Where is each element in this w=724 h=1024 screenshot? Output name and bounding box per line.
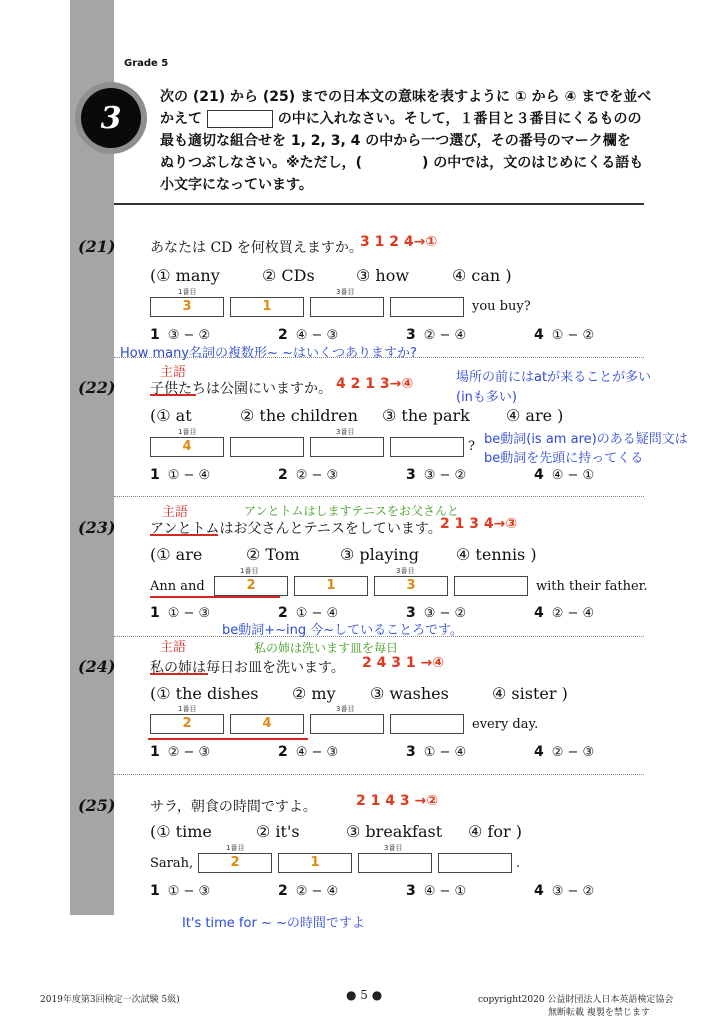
choice-4: 4 ① − ② [534, 327, 595, 343]
answer-box-3: 3 [374, 576, 448, 596]
note-how-many: How many名詞の複数形~ ~はいくつありますか? [120, 346, 417, 361]
choice-4: 4 ③ − ② [534, 883, 595, 899]
box-label-first: 1番目 [178, 705, 197, 713]
subject-label: 主語 [160, 365, 187, 380]
box-label-first: 1番目 [240, 567, 259, 575]
note-word-order: アンとトムはしますテニスをお父さんと [244, 504, 460, 518]
box-label-third: 3番目 [384, 844, 403, 852]
option-3: ③ playing [340, 545, 420, 564]
note-progressive: be動詞+~ing 今~していることろです。 [222, 623, 463, 638]
answer-box-2 [230, 437, 304, 457]
choice-1: 1 ① − ③ [150, 883, 211, 899]
question-japanese: サラ，朝食の時間ですよ。 [150, 799, 317, 815]
answer-box-4 [438, 853, 512, 873]
instruction-line-3: 最も適切な組合せを 1, 2, 3, 4 の中から一つ選び，その番号のマーク欄を [160, 133, 631, 149]
option-3: ③ the park [382, 406, 470, 425]
question-divider [114, 496, 644, 497]
note-at-place-2: (inも多い) [456, 390, 517, 405]
answer-box-4 [390, 714, 464, 734]
option-2: ② my [292, 684, 336, 703]
choice-3: 3 ② − ④ [406, 327, 467, 343]
question-divider [114, 357, 644, 358]
question-number: (22) [78, 378, 116, 397]
option-4: ④ can ) [452, 266, 512, 285]
choice-3: 3 ③ − ② [406, 605, 467, 621]
blank-box-sample [207, 110, 273, 128]
choice-1: 1 ① − ④ [150, 467, 211, 483]
choice-1: 1 ① − ③ [150, 605, 211, 621]
question-japanese: 子供たちは公園にいますか。 [150, 381, 332, 397]
answer-annotation: 2 1 3 4→③ [440, 516, 518, 532]
choice-3: 3 ① − ④ [406, 744, 467, 760]
footer-copyright: copyright2020 公益財団法人日本英語検定協会 [478, 995, 674, 1005]
sentence-prefix: Ann and [150, 579, 205, 594]
question-number: (24) [78, 657, 116, 676]
sentence-suffix: you buy? [472, 299, 531, 314]
box-label-first: 1番目 [178, 428, 197, 436]
box-label-third: 3番目 [336, 705, 355, 713]
answer-box-3 [310, 297, 384, 317]
answer-box-1: 2 [198, 853, 272, 873]
question-number: (21) [78, 237, 116, 256]
box-label-third: 3番目 [396, 567, 415, 575]
answer-box-4 [390, 437, 464, 457]
answer-annotation: 2 1 4 3 →② [356, 793, 439, 809]
box-label-third: 3番目 [336, 428, 355, 436]
choice-2: 2 ④ − ③ [278, 744, 339, 760]
note-at-place-1: 場所の前にはatが来ることが多い [456, 370, 652, 385]
section-number: 3 [81, 88, 141, 148]
grade-label: Grade 5 [124, 58, 169, 69]
choice-3: 3 ③ − ② [406, 467, 467, 483]
option-1: (① at [150, 406, 192, 425]
choice-3: 3 ④ − ① [406, 883, 467, 899]
choice-2: 2 ② − ③ [278, 467, 339, 483]
question-number: (25) [78, 796, 116, 815]
option-4: ④ are ) [506, 406, 564, 425]
answer-annotation: 3 1 2 4→① [360, 234, 438, 250]
option-2: ② Tom [246, 545, 300, 564]
answer-box-2: 1 [230, 297, 304, 317]
note-be-verb-2: be動詞を先頭に持ってくる [484, 451, 644, 466]
prefix-underline [150, 596, 280, 598]
answer-box-3 [310, 714, 384, 734]
choice-2: 2 ④ − ③ [278, 327, 339, 343]
answer-box-2: 4 [230, 714, 304, 734]
option-3: ③ washes [370, 684, 449, 703]
question-divider [114, 774, 644, 775]
answer-box-1: 4 [150, 437, 224, 457]
option-4: ④ sister ) [492, 684, 568, 703]
section-badge [75, 82, 147, 154]
choice-4: 4 ② − ④ [534, 605, 595, 621]
option-4: ④ tennis ) [456, 545, 537, 564]
sentence-suffix: ? [468, 439, 475, 454]
option-4: ④ for ) [468, 822, 522, 841]
option-3: ③ breakfast [346, 822, 443, 841]
section-divider [114, 203, 644, 205]
answer-box-4 [390, 297, 464, 317]
question-japanese: あなたは CD を何枚買えますか。 [150, 240, 363, 256]
box-label-third: 3番目 [336, 288, 355, 296]
sentence-suffix: every day. [472, 717, 539, 732]
note-word-order: 私の姉は洗います皿を毎日 [254, 641, 399, 655]
question-japanese: アンとトムはお父さんとテニスをしています。 [150, 521, 442, 537]
note-be-verb-1: be動詞(is am are)のある疑問文は [484, 432, 688, 447]
option-1: (① the dishes [150, 684, 259, 703]
page-number: ● 5 ● [346, 988, 383, 1002]
footer-notice: 無断転載 複製を禁じます [548, 1008, 650, 1018]
choice-1: 1 ② − ③ [150, 744, 211, 760]
option-1: (① many [150, 266, 220, 285]
answer-box-1: 2 [150, 714, 224, 734]
box-label-first: 1番目 [226, 844, 245, 852]
instruction-line-2: かえて の中に入れなさい。そして，１番目と３番目にくるものの [160, 111, 642, 127]
option-1: (① time [150, 822, 212, 841]
answer-box-3 [358, 853, 432, 873]
box-label-first: 1番目 [178, 288, 197, 296]
answer-annotation: 2 4 3 1 →④ [362, 655, 445, 671]
choice-2: 2 ② − ④ [278, 883, 339, 899]
choice-4: 4 ② − ③ [534, 744, 595, 760]
option-2: ② the children [240, 406, 358, 425]
answer-box-3 [310, 437, 384, 457]
choice-2: 2 ① − ④ [278, 605, 339, 621]
option-2: ② it's [256, 822, 300, 841]
note-its-time: It's time for ~ ~の時間ですよ [182, 916, 365, 931]
answer-annotation: 4 2 1 3→④ [336, 376, 414, 392]
subject-label: 主語 [162, 505, 189, 520]
instruction-line-4: ぬりつぶしなさい。※ただし，( ) の中では，文のはじめにくる語も [160, 155, 644, 171]
instruction-line-5: 小文字になっています。 [160, 177, 313, 193]
option-3: ③ how [356, 266, 410, 285]
question-number: (23) [78, 518, 116, 537]
answer-box-1: 3 [150, 297, 224, 317]
boxes-underline [148, 738, 308, 740]
sentence-suffix: . [516, 856, 521, 871]
question-japanese: 私の姉は毎日お皿を洗います。 [150, 660, 345, 676]
subject-label: 主語 [160, 640, 187, 655]
choice-1: 1 ③ − ② [150, 327, 211, 343]
sentence-prefix: Sarah, [150, 856, 194, 871]
footer-exam-info: 2019年度第3回検定一次試験 5級) [40, 995, 180, 1005]
choice-4: 4 ④ − ① [534, 467, 595, 483]
answer-box-2: 1 [294, 576, 368, 596]
answer-box-2: 1 [278, 853, 352, 873]
option-1: (① are [150, 545, 203, 564]
answer-box-4 [454, 576, 528, 596]
instruction-line-1: 次の (21) から (25) までの日本文の意味を表すように ① から ④ までを並べ [160, 89, 652, 105]
option-2: ② CDs [262, 266, 315, 285]
answer-box-1: 2 [214, 576, 288, 596]
sentence-suffix: with their father. [536, 579, 648, 594]
question-divider [114, 636, 644, 637]
